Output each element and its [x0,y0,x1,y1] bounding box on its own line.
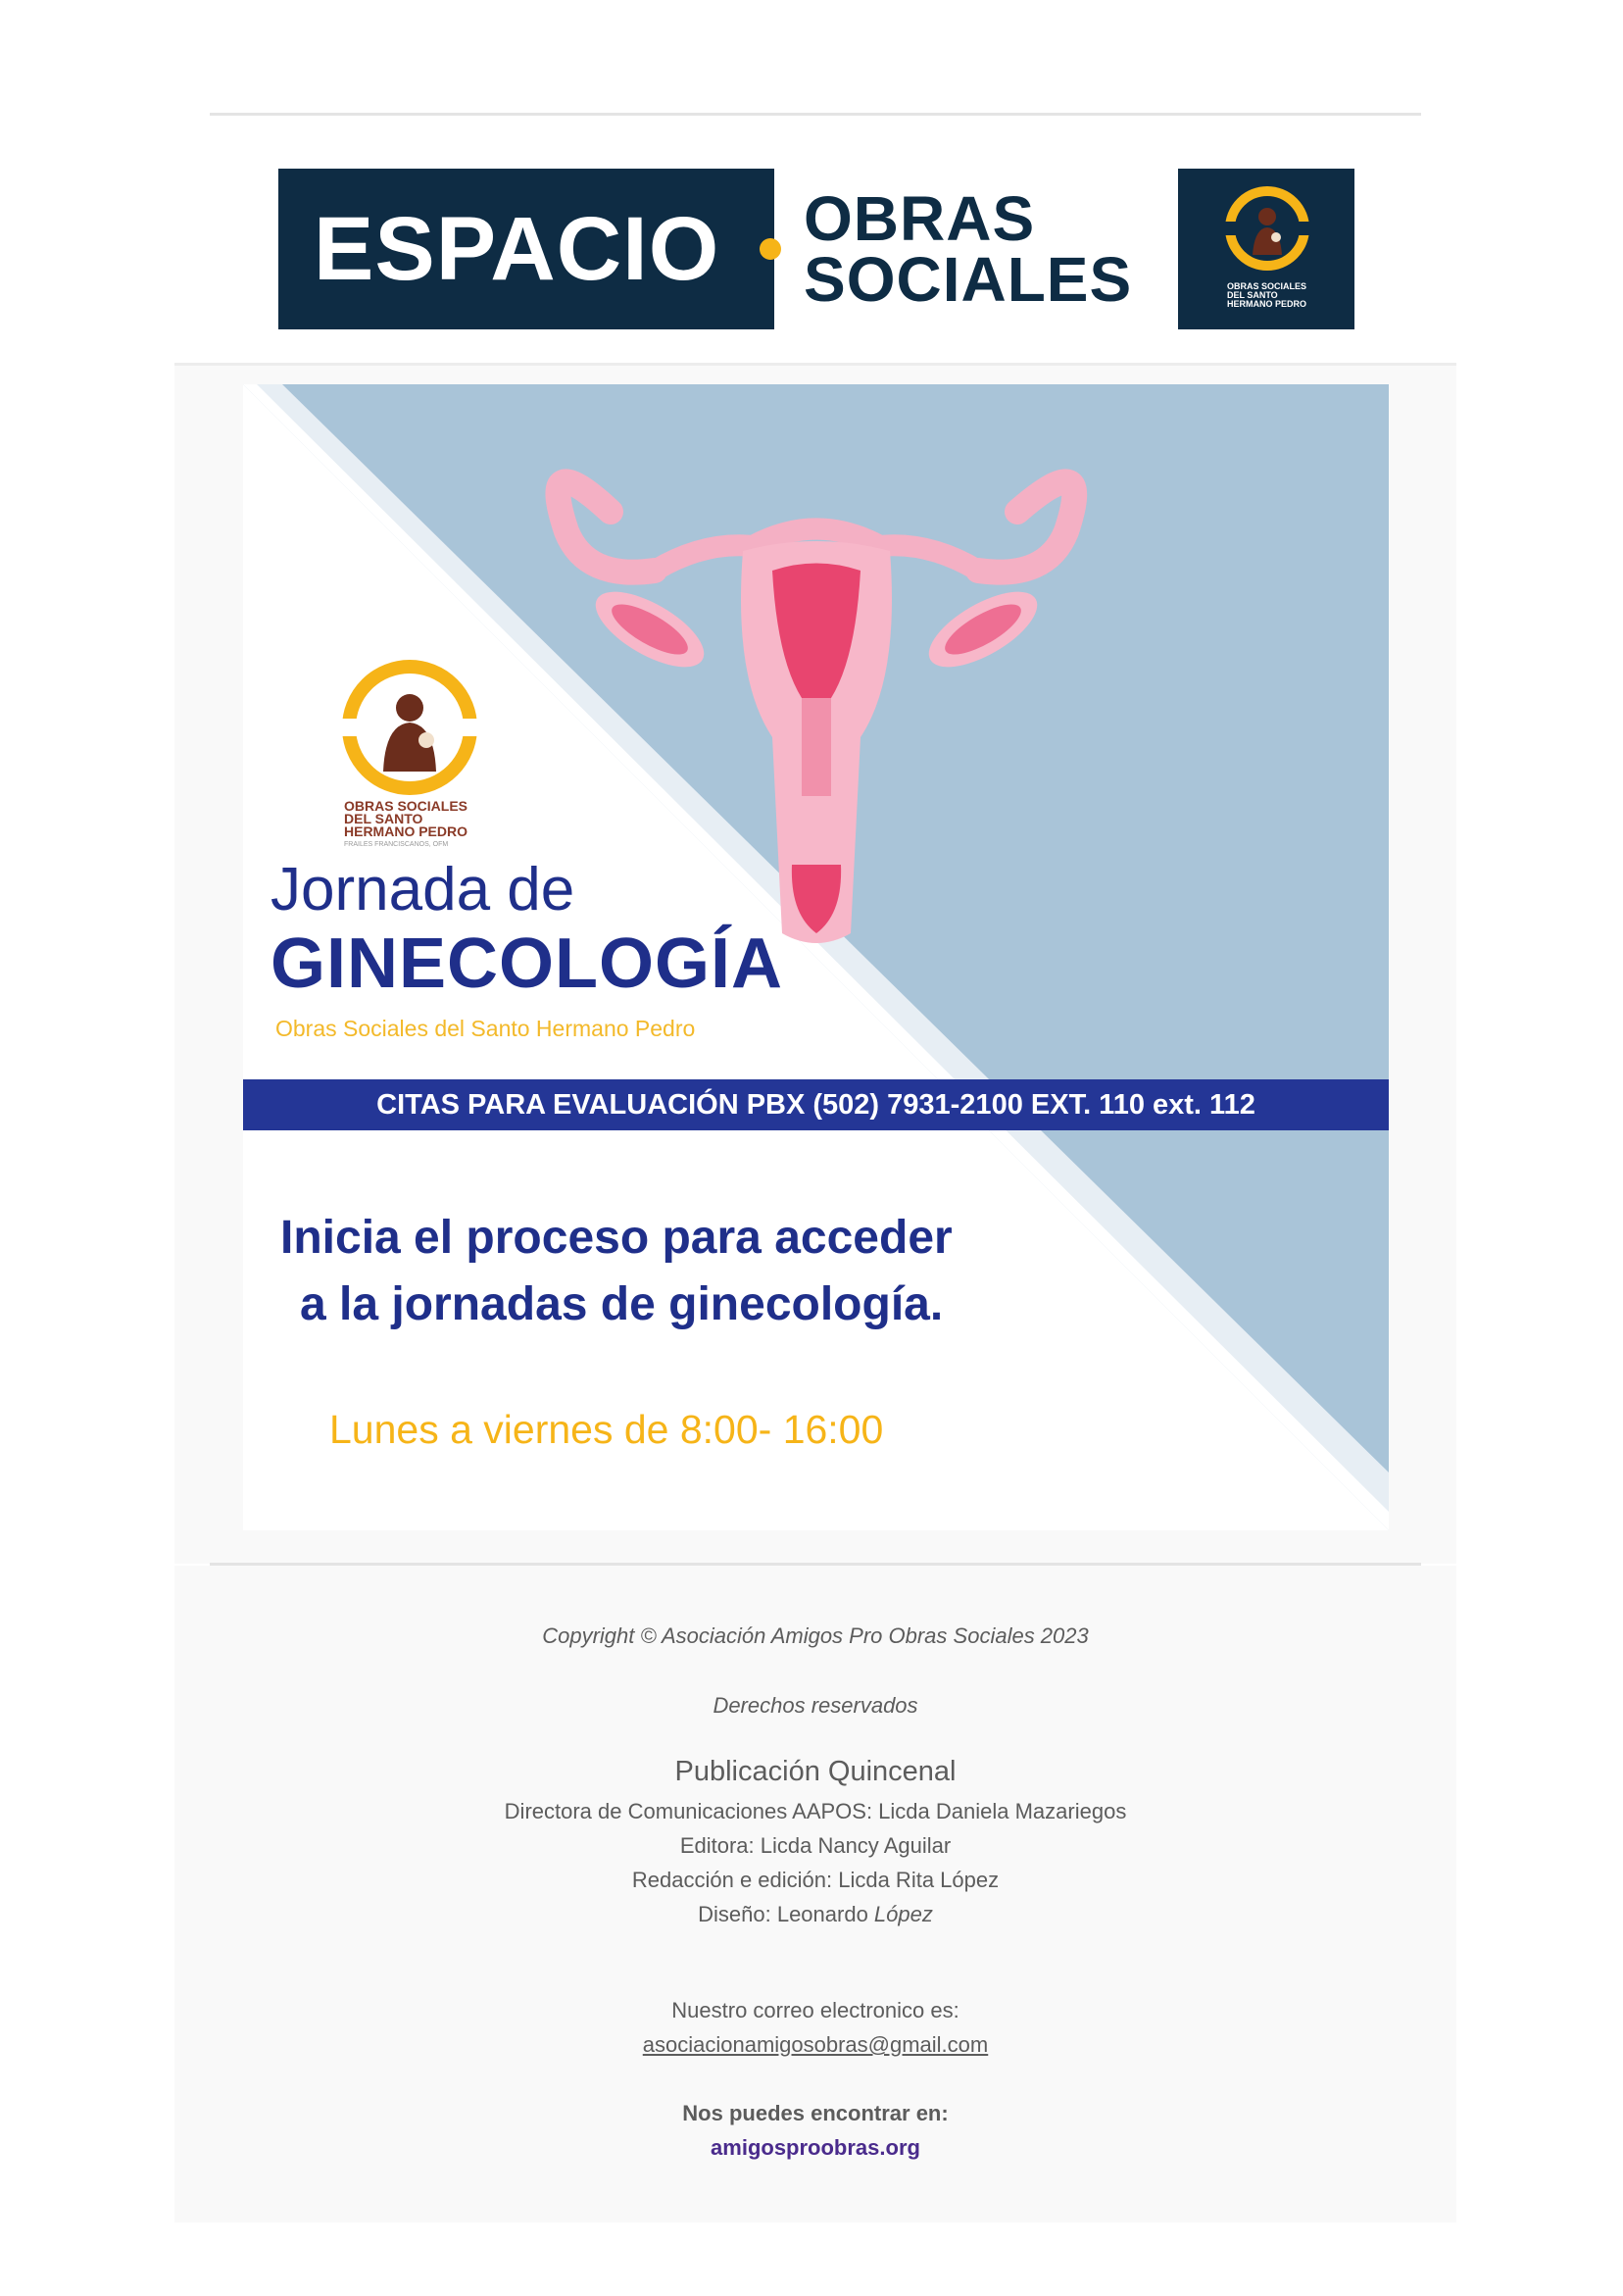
credit-design-surname: López [873,1902,933,1926]
header-logo-text-line: OBRAS SOCIALES [1227,281,1307,291]
credit-editor: Editora: Licda Nancy Aguilar [679,1833,952,1858]
credit-design-prefix: Diseño: Leonardo [698,1902,874,1926]
brand-espacio-text: ESPACIO [314,199,720,299]
poster-hours: Lunes a viernes de 8:00- 16:00 [329,1407,884,1452]
top-divider [210,113,1421,116]
brand-obras-sociales-text [804,183,1133,315]
poster-title-ginecologia: GINECOLOGÍA [270,924,784,1003]
email-link[interactable]: asociacionamigosobras@gmail.com [642,2032,989,2057]
poster-logo-text-line: OBRAS SOCIALES [344,798,468,814]
credit-redaction: Redacción e edición: Licda Rita López [631,1868,1000,1892]
find-us-label: Nos puedes encontrar en: [682,2101,949,2125]
poster-organization: Obras Sociales del Santo Hermano Pedro [275,1016,696,1041]
poster-appointment-band: CITAS PARA EVALUACIÓN PBX (502) 7931-2100 EXT. 110 ext. 112 [243,1079,1389,1130]
poster-logo-text [344,800,467,838]
website-link[interactable]: amigosproobras.org [711,2135,920,2160]
header-logo-text-line: HERMANO PEDRO [1227,299,1307,309]
poster-cta-line: Inicia el proceso para acceder [280,1212,953,1264]
credit-director: Directora de Comunicaciones AAPOS: Licda Daniela Mazariegos [504,1799,1127,1823]
rights-text: Derechos reservados [713,1693,918,1718]
saint-logo-icon [1225,184,1309,278]
publication-frequency: Publicación Quincenal [674,1756,957,1787]
header-logo-text-line: DEL SANTO [1227,290,1278,300]
poster-logo-text-line: HERMANO PEDRO [344,824,468,839]
brand-sociales-line: SOCIALES [804,244,1133,315]
email-row [174,2032,1456,2058]
poster-logo-text-line: DEL SANTO [344,811,423,826]
header-logo [1178,169,1354,329]
credit-design [174,1902,1456,1927]
poster-saint-logo-icon [336,654,483,801]
brand-obras-line: OBRAS [804,183,1036,254]
copyright-text: Copyright © Asociación Amigos Pro Obras Sociales 2023 [542,1623,1089,1648]
header-logo-text [1227,282,1306,309]
gynecology-poster [243,384,1389,1530]
poster-title-jornada: Jornada de [270,856,575,923]
email-label: Nuestro correo electronico es: [671,1998,959,2022]
poster-cta-line: a la jornadas de ginecología. [300,1278,944,1330]
brand-dot [760,238,781,260]
poster-logo-subtext: FRAILES FRANCISCANOS, OFM [344,841,449,848]
